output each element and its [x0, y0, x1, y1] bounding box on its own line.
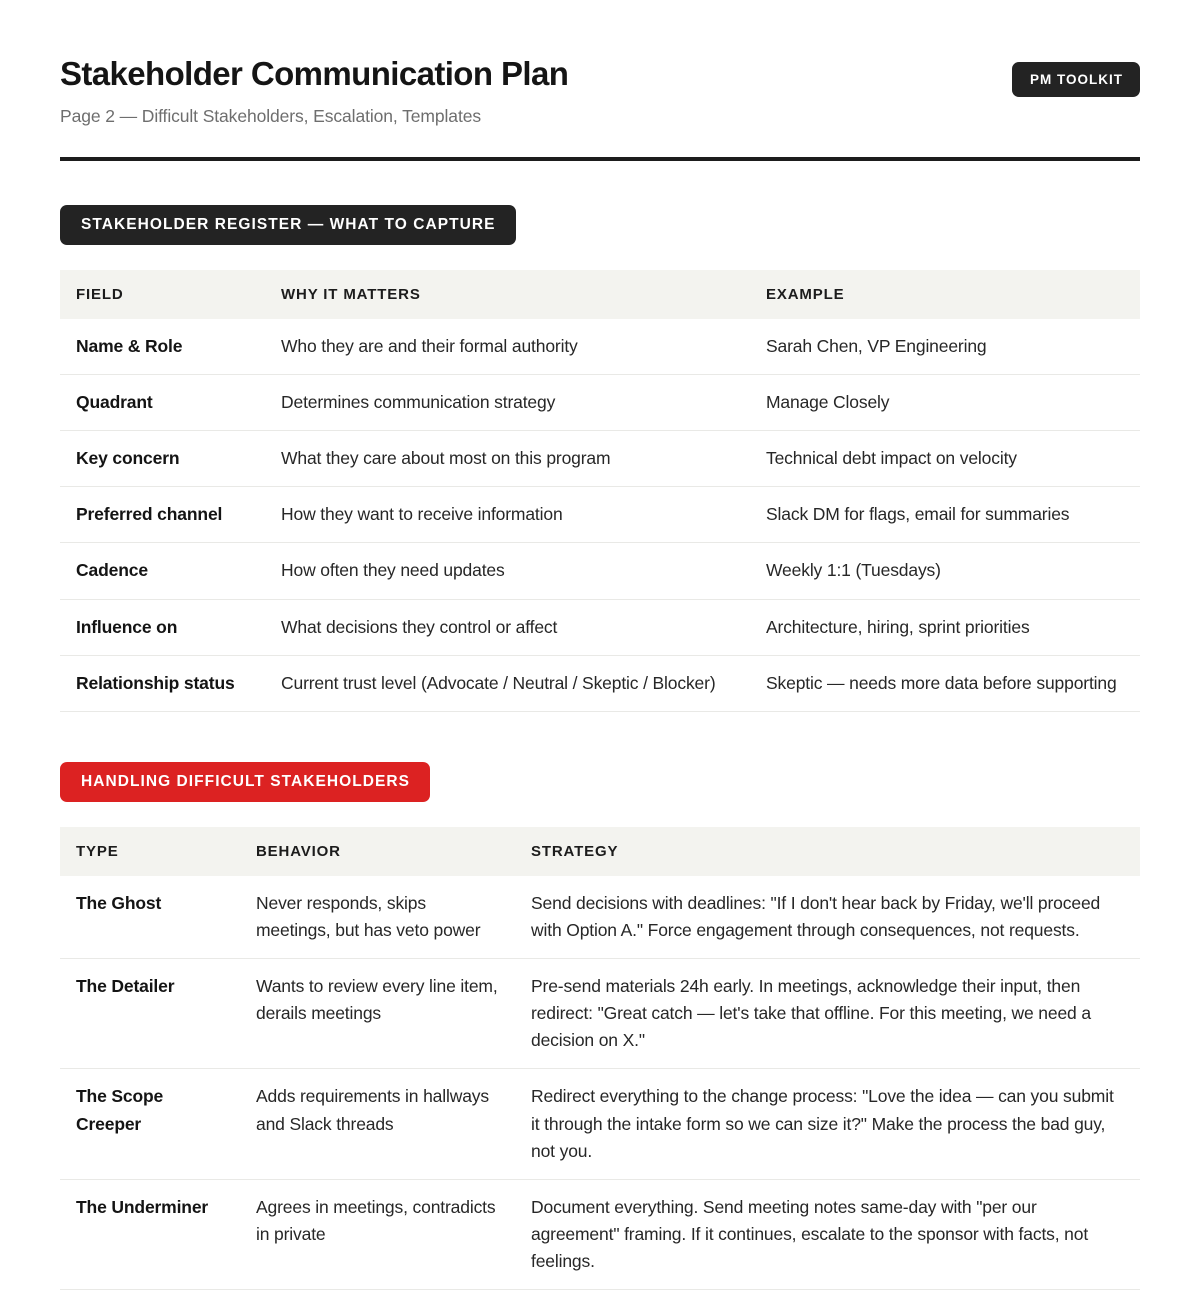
cell-type: The Detailer	[60, 959, 240, 1069]
cell-strategy: Document everything. Send meeting notes same-day with "per our agreement" framing. If it continues, escalate to the sponsor with facts, not feelings.	[515, 1179, 1140, 1289]
cell-field: Preferred channel	[60, 487, 265, 543]
table-row	[60, 375, 1140, 431]
table-row	[60, 959, 1140, 1069]
pm-toolkit-badge: PM TOOLKIT	[1012, 62, 1140, 97]
cell-type: The Ghost	[60, 876, 240, 959]
table-row	[60, 543, 1140, 599]
column-header-type: TYPE	[60, 827, 240, 876]
cell-why: Current trust level (Advocate / Neutral / Skeptic / Blocker)	[265, 655, 750, 711]
table-header-row-register	[60, 270, 1140, 319]
cell-why: What they care about most on this program	[265, 431, 750, 487]
cell-strategy: Pre-send materials 24h early. In meetings, acknowledge their input, then redirect: "Great catch — let's take that offline. For this meeting, we need a decision on X."	[515, 959, 1140, 1069]
table-row	[60, 1179, 1140, 1289]
stakeholder-register-table	[60, 270, 1140, 712]
header-divider-rule	[60, 157, 1140, 161]
cell-behavior: Adds requirements in hallways and Slack threads	[240, 1069, 515, 1179]
column-header-behavior: BEHAVIOR	[240, 827, 515, 876]
cell-field: Cadence	[60, 543, 265, 599]
table-row	[60, 319, 1140, 375]
cell-field: Relationship status	[60, 655, 265, 711]
cell-why: Who they are and their formal authority	[265, 319, 750, 375]
section-heading-handling-difficult-stakeholders: HANDLING DIFFICULT STAKEHOLDERS	[60, 762, 430, 802]
cell-why: How they want to receive information	[265, 487, 750, 543]
table-header-row-difficult	[60, 827, 1140, 876]
cell-behavior: Never responds, skips meetings, but has veto power	[240, 876, 515, 959]
cell-example: Slack DM for flags, email for summaries	[750, 487, 1140, 543]
cell-example: Skeptic — needs more data before supporting	[750, 655, 1140, 711]
cell-type: The Underminer	[60, 1179, 240, 1289]
document-header	[60, 56, 1140, 127]
table-row	[60, 655, 1140, 711]
column-header-field: FIELD	[60, 270, 265, 319]
table-row	[60, 431, 1140, 487]
header-text-block	[60, 56, 1012, 127]
cell-example: Weekly 1:1 (Tuesdays)	[750, 543, 1140, 599]
cell-example: Architecture, hiring, sprint priorities	[750, 599, 1140, 655]
column-header-strategy: STRATEGY	[515, 827, 1140, 876]
cell-type: The Scope Creeper	[60, 1069, 240, 1179]
table-row	[60, 487, 1140, 543]
cell-example: Manage Closely	[750, 375, 1140, 431]
table-row	[60, 876, 1140, 959]
cell-why: Determines communication strategy	[265, 375, 750, 431]
page-subtitle: Page 2 — Difficult Stakeholders, Escalation, Templates	[60, 105, 481, 126]
table-row	[60, 599, 1140, 655]
difficult-stakeholders-table	[60, 827, 1140, 1290]
cell-behavior: Wants to review every line item, derails meetings	[240, 959, 515, 1069]
cell-why: How often they need updates	[265, 543, 750, 599]
cell-example: Sarah Chen, VP Engineering	[750, 319, 1140, 375]
cell-field: Quadrant	[60, 375, 265, 431]
page-title: Stakeholder Communication Plan	[60, 55, 569, 92]
section-stakeholder-register	[60, 205, 1140, 712]
cell-why: What decisions they control or affect	[265, 599, 750, 655]
cell-example: Technical debt impact on velocity	[750, 431, 1140, 487]
cell-strategy: Send decisions with deadlines: "If I don't hear back by Friday, we'll proceed with Option A." Force engagement through consequences, not requests.	[515, 876, 1140, 959]
cell-field: Influence on	[60, 599, 265, 655]
cell-field: Name & Role	[60, 319, 265, 375]
column-header-example: EXAMPLE	[750, 270, 1140, 319]
section-heading-stakeholder-register: STAKEHOLDER REGISTER — WHAT TO CAPTURE	[60, 205, 516, 245]
column-header-why: WHY IT MATTERS	[265, 270, 750, 319]
cell-behavior: Agrees in meetings, contradicts in private	[240, 1179, 515, 1289]
section-handling-difficult-stakeholders	[60, 762, 1140, 1290]
table-row	[60, 1069, 1140, 1179]
cell-field: Key concern	[60, 431, 265, 487]
cell-strategy: Redirect everything to the change process: "Love the idea — can you submit it through the intake form so we can size it?" Make the process the bad guy, not you.	[515, 1069, 1140, 1179]
